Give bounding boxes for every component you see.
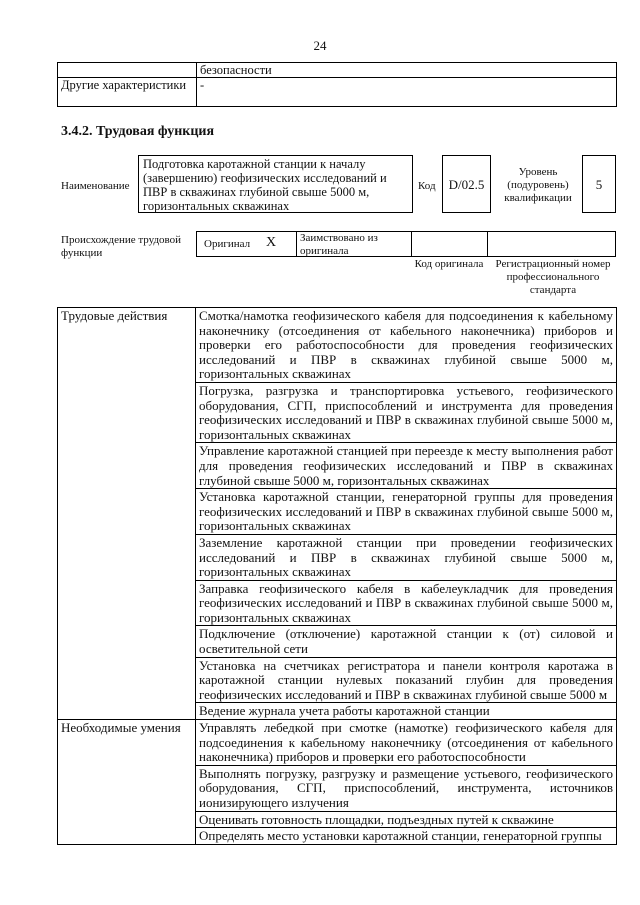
code-label: Код bbox=[418, 180, 436, 192]
labor-action-item: Смотка/намотка геофизического кабеля для подсоединения к кабельному наконечнику (отсоединения от кабельного наконечника) приборов и проверки его работоспособности для проведения геофизических исследований и ПВР в скважинах глубиной свыше 5000 м, горизонтальных скважинах bbox=[196, 308, 617, 383]
labor-action-item: Заземление каротажной станции при проведении геофизических исследований и ПВР в скважинах глубиной свыше 5000 м, горизонтальных скважинах bbox=[196, 534, 617, 580]
labor-action-item: Установка на счетчиках регистратора и панели контроля каротажа в каротажной станции нулевых показаний глубин для проведения геофизических исследований и ПВР в скважинах глубиной свыше 5000 м bbox=[196, 657, 617, 703]
origin-divider-1 bbox=[296, 231, 297, 257]
skills-label: Необходимые умения bbox=[58, 720, 196, 845]
borrowed-label: Заимствовано из оригинала bbox=[300, 232, 378, 257]
labor-action-item: Установка каротажной станции, генераторной группы для проведения геофизических исследований и ПВР в скважинах глубиной свыше 5000 м, горизонтальных скважинах bbox=[196, 489, 617, 535]
original-label: Оригинал bbox=[204, 238, 251, 250]
section-heading: 3.4.2. Трудовая функция bbox=[61, 124, 215, 139]
labor-action-item: Управление каротажной станцией при переезде к месту выполнения работ для проведения геофизических исследований и ПВР в скважинах глубиной свыше 5000 м, горизонтальных скважинах bbox=[196, 443, 617, 489]
other-characteristics-label: Другие характеристики bbox=[58, 78, 197, 107]
function-name-box: Подготовка каротажной станции к началу (завершению) геофизических исследований и ПВР в скважинах глубиной свыше 5000 м, горизонтальных скважинах bbox=[138, 155, 413, 213]
labor-action-item: Погрузка, разгрузка и транспортировка устьевого, геофизического оборудования, СГП, приспособлений и инструмента для проведения геофизических исследований и ПВР в скважинах глубиной свыше 5000 м, горизонтальных скважинах bbox=[196, 382, 617, 442]
origin-label: Происхождение трудовой функции bbox=[61, 234, 182, 259]
origin-divider-2 bbox=[411, 231, 412, 257]
name-label: Наименование bbox=[61, 180, 130, 192]
original-mark: X bbox=[266, 235, 277, 250]
skill-item: Определять место установки каротажной станции, генераторной группы bbox=[196, 828, 617, 845]
page-number: 24 bbox=[313, 38, 327, 53]
skill-item: Оценивать готовность площадки, подъездных путей к скважине bbox=[196, 811, 617, 828]
function-details-table bbox=[57, 307, 617, 845]
continuation-cell: безопасности bbox=[197, 63, 617, 78]
previous-table-continuation bbox=[57, 62, 617, 107]
labor-actions-label: Трудовые действия bbox=[58, 308, 196, 720]
function-code-box: D/02.5 bbox=[442, 155, 491, 213]
code-original-caption: Код оригинала bbox=[414, 258, 484, 270]
labor-action-item: Подключение (отключение) каротажной станции к (от) силовой и осветительной сети bbox=[196, 626, 617, 657]
other-characteristics-value: - bbox=[197, 78, 617, 107]
labor-action-item: Заправка геофизического кабеля в кабелеукладчик для проведения геофизических исследований и ПВР в скважинах глубиной свыше 5000 м, горизонтальных скважинах bbox=[196, 580, 617, 626]
skill-item: Управлять лебедкой при смотке (намотке) геофизического кабеля для подсоединения к кабельному наконечнику (отсоединения от кабельного наконечника) приборов и проверки его работоспособности bbox=[196, 720, 617, 766]
origin-divider-3 bbox=[487, 231, 488, 257]
skill-item: Выполнять погрузку, разгрузку и размещение устьевого, геофизического оборудования, СГП, приспособлений, инструмента, источников ионизирующего излучения bbox=[196, 765, 617, 811]
reg-number-caption: Регистрационный номер профессионального стандарта bbox=[495, 258, 611, 296]
labor-action-item: Ведение журнала учета работы каротажной станции bbox=[196, 703, 617, 720]
level-box: 5 bbox=[582, 155, 616, 213]
empty-cell bbox=[58, 63, 197, 78]
level-label: Уровень (подуровень) квалификации bbox=[504, 166, 572, 204]
